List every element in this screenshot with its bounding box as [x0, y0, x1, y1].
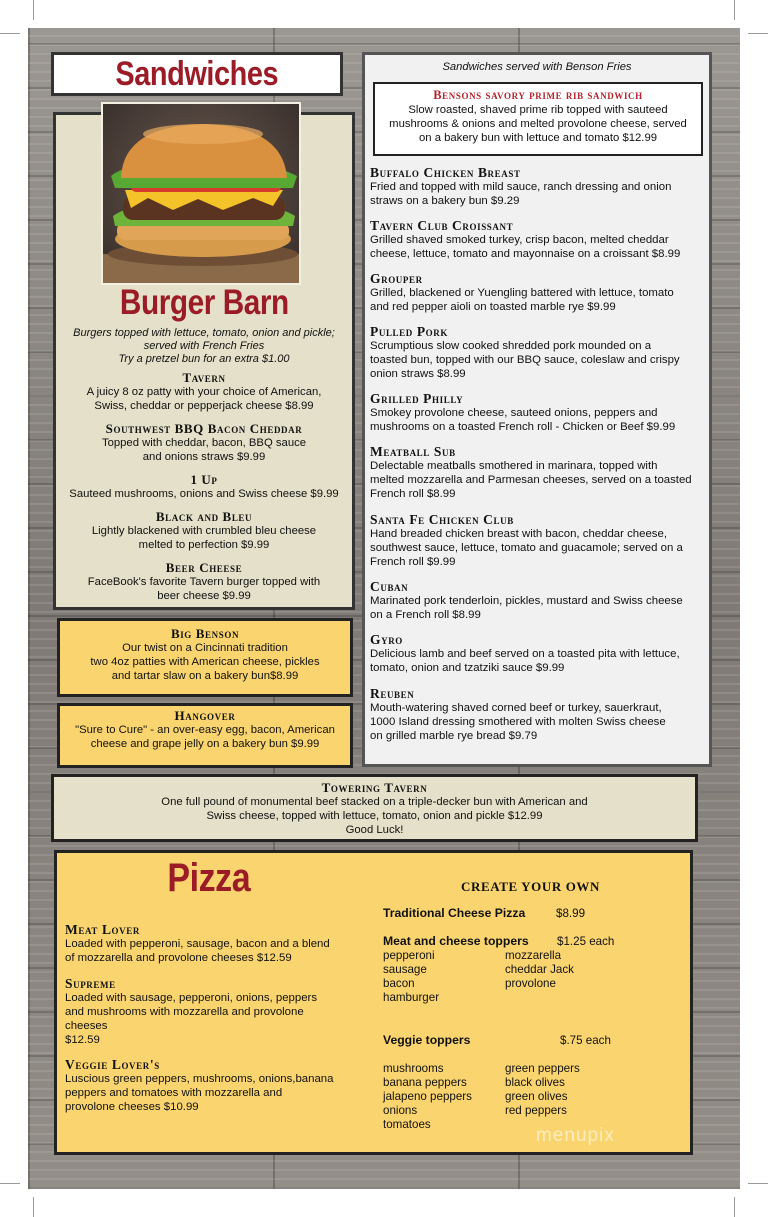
veggie-toppers-col2: [505, 1062, 580, 1118]
item-desc: Smokey provolone cheese, sauteed onions, peppers and: [370, 407, 658, 419]
item-desc: Loaded with sausage, pepperoni, onions, peppers: [65, 992, 318, 1004]
item-desc: French roll $8.99: [370, 488, 456, 500]
burger-barn-intro: [60, 327, 348, 366]
item-desc: Grilled shaved smoked turkey, crisp bacon, melted cheddar: [370, 234, 669, 246]
item-desc: Luscious green peppers, mushrooms, onions,banana: [65, 1073, 334, 1085]
item-desc: and tartar slaw on a bakery bun$8.99: [111, 670, 299, 682]
served-note: Sandwiches served with Benson Fries: [442, 61, 632, 73]
burger-item-1up: [58, 472, 350, 501]
item-desc: $12.59: [65, 1034, 100, 1046]
crop-mark: [0, 33, 20, 34]
item-name: Tavern: [182, 370, 226, 385]
item-desc: two 4oz patties with American cheese, pickles: [90, 656, 320, 668]
pizza-item-supreme: [65, 976, 365, 1047]
pizza-title: Pizza: [167, 856, 251, 900]
item-desc: on grilled marble rye bread $9.79: [370, 730, 538, 742]
burger-item-tavern: [58, 370, 350, 413]
item-name: Meatball Sub: [370, 444, 456, 459]
item-desc: Topped with cheddar, bacon, BBQ sauce: [101, 437, 307, 449]
burger-item-beer-cheese: [58, 560, 350, 603]
burger-barn-title: Burger Barn: [119, 283, 289, 322]
item-desc: Grilled, blackened or Yuengling battered with lettuce, tomato: [370, 287, 674, 299]
item-name: Supreme: [65, 976, 116, 991]
sandwich-item-grouper: [370, 271, 706, 314]
topper: cheddar Jack: [505, 963, 574, 976]
create-your-own-title: CREATE YOUR OWN: [461, 879, 601, 894]
item-name: Grouper: [370, 271, 423, 286]
topper: green peppers: [505, 1062, 580, 1075]
item-desc: Swiss cheese, topped with lettuce, tomato, onion and pickle $12.99: [206, 810, 543, 822]
item-desc: onion straws $8.99: [370, 368, 466, 380]
item-desc: FaceBook's favorite Tavern burger topped with: [87, 576, 321, 588]
base-pizza-label: Traditional Cheese Pizza: [383, 906, 526, 920]
item-name: Santa Fe Chicken Club: [370, 512, 514, 527]
item-desc: Sauteed mushrooms, onions and Swiss cheese $9.99: [69, 488, 339, 500]
item-desc: Our twist on a Cincinnati tradition: [122, 642, 288, 654]
item-desc: melted to perfection $9.99: [138, 539, 270, 551]
crop-mark: [734, 0, 735, 20]
item-desc: toasted bun, topped with our BBQ sauce, coleslaw and crispy: [370, 354, 680, 366]
crop-mark: [748, 1183, 768, 1184]
sandwich-item-gyro: [370, 632, 706, 675]
item-desc: provolone cheeses $10.99: [65, 1101, 199, 1113]
topper: provolone: [505, 977, 556, 990]
item-desc: cheese, lettuce, tomato and mayonnaise on a croissant $8.99: [370, 248, 681, 260]
item-desc: Hand breaded chicken breast with bacon, cheddar cheese,: [370, 528, 667, 540]
item-desc: Fried and topped with mild sauce, ranch dressing and onion: [370, 181, 672, 193]
veggie-toppers-label: Veggie toppers: [383, 1033, 471, 1047]
topper: bacon: [383, 977, 415, 990]
item-desc: Loaded with pepperoni, sausage, bacon and a blend: [65, 938, 330, 950]
crop-mark: [33, 0, 34, 20]
item-desc: straws on a bakery bun $9.29: [370, 195, 520, 207]
item-name: Southwest BBQ Bacon Cheddar: [105, 421, 303, 436]
burger-photo: [101, 102, 301, 285]
item-desc: tomato, onion and tzatziki sauce $9.99: [370, 662, 565, 674]
veggie-toppers-price: $.75 each: [560, 1034, 611, 1047]
featured-prime-rib: [376, 88, 700, 145]
pizza-item-veggie-lover: [65, 1057, 365, 1114]
topper: tomatoes: [383, 1118, 431, 1131]
topper: banana peppers: [383, 1076, 467, 1089]
sandwiches-title: Sandwiches: [115, 54, 279, 93]
item-name: Tavern Club Croissant: [370, 218, 514, 233]
item-name: Big Benson: [170, 626, 240, 641]
sandwich-item-pulled-pork: [370, 324, 706, 381]
pizza-title-wrap: [160, 856, 260, 901]
sandwich-item-philly: [370, 391, 706, 434]
item-desc: Lightly blackened with crumbled bleu cheese: [91, 525, 317, 537]
item-desc: 1000 Island dressing smothered with molten Swiss cheese: [370, 716, 666, 728]
sandwiches-title-box: [51, 52, 343, 96]
crop-mark: [0, 1183, 20, 1184]
item-name: Veggie Lover's: [65, 1057, 160, 1072]
meat-toppers-label: Meat and cheese toppers: [383, 934, 529, 948]
topper: pepperoni: [383, 949, 435, 962]
item-desc: peppers and tomatoes with mozzarella and: [65, 1087, 283, 1099]
burger-illustration: [103, 104, 301, 285]
item-desc: Scrumptious slow cooked shredded pork mounded on a: [370, 340, 652, 352]
item-name: Cuban: [370, 579, 409, 594]
item-name: Towering Tavern: [321, 780, 428, 795]
item-desc: Delectable meatballs smothered in marinara, topped with: [370, 460, 658, 472]
towering-tavern-item: [56, 780, 693, 837]
item-desc: Delicious lamb and beef served on a toasted pita with lettuce,: [370, 648, 680, 660]
item-name: Buffalo Chicken Breast: [370, 165, 521, 180]
intro-line: Try a pretzel bun for an extra $1.00: [118, 353, 290, 365]
item-desc: Swiss, cheddar or pepperjack cheese $8.99: [94, 400, 314, 412]
topper: mushrooms: [383, 1062, 444, 1075]
hangover-item: [60, 708, 350, 751]
item-desc: beer cheese $9.99: [157, 590, 251, 602]
base-pizza-price: $8.99: [556, 907, 586, 920]
item-desc: on a bakery bun with lettuce and tomato $12.99: [418, 132, 658, 144]
item-desc: cheese and grape jelly on a bakery bun $9.99: [90, 738, 320, 750]
topper: jalapeno peppers: [383, 1090, 472, 1103]
item-desc: Marinated pork tenderloin, pickles, mustard and Swiss cheese: [370, 595, 683, 607]
crop-mark: [734, 1197, 735, 1217]
burger-barn-title-wrap: [53, 283, 355, 323]
intro-line: served with French Fries: [143, 340, 265, 352]
item-name: Black and Bleu: [155, 509, 253, 524]
item-desc: mushrooms & onions and melted provolone cheese, served: [389, 118, 687, 130]
meat-toppers-price: $1.25 each: [557, 935, 615, 948]
item-desc: French roll $9.99: [370, 556, 456, 568]
item-name: Grilled Philly: [370, 391, 464, 406]
menupix-watermark: menupix: [536, 1125, 615, 1146]
item-desc: "Sure to Cure" - an over-easy egg, bacon, American: [75, 724, 335, 736]
item-name: Bensons savory prime rib sandwich: [433, 88, 643, 102]
item-desc: Good Luck!: [345, 824, 404, 836]
item-desc: and mushrooms with mozzarella and provolone: [65, 1006, 304, 1018]
burger-item-southwest: [58, 421, 350, 464]
item-desc: Mouth-watering shaved corned beef or turkey, sauerkraut,: [370, 702, 662, 714]
meat-toppers-col1: [383, 949, 439, 1005]
veggie-toppers-col1: [383, 1062, 472, 1132]
item-name: Beer Cheese: [165, 560, 243, 575]
item-desc: melted mozzarella and Parmesan cheeses, served on a toasted: [370, 474, 692, 486]
item-desc: One full pound of monumental beef stacked on a triple-decker bun with American and: [161, 796, 588, 808]
intro-line: Burgers topped with lettuce, tomato, onion and pickle;: [73, 327, 335, 339]
meat-toppers-col2: [505, 949, 574, 991]
topper: green olives: [505, 1090, 568, 1103]
item-desc: mushrooms on a toasted French roll - Chicken or Beef $9.99: [370, 421, 676, 433]
topper: red peppers: [505, 1104, 567, 1117]
item-desc: of mozzarella and provolone cheeses $12.59: [65, 952, 292, 964]
sandwich-item-santa-fe: [370, 512, 706, 569]
sandwich-item-reuben: [370, 686, 706, 743]
item-name: Pulled Pork: [370, 324, 448, 339]
big-benson-item: [60, 626, 350, 683]
topper: onions: [383, 1104, 418, 1117]
item-name: Hangover: [174, 708, 236, 723]
item-desc: cheeses: [65, 1020, 108, 1032]
sandwich-item-croissant: [370, 218, 706, 261]
item-desc: on a French roll $8.99: [370, 609, 481, 621]
item-desc: southwest sauce, lettuce, tomato and guacamole; served on a: [370, 542, 683, 554]
topper: sausage: [383, 963, 427, 976]
topper: mozzarella: [505, 949, 562, 962]
burger-item-black-bleu: [58, 509, 350, 552]
sandwich-item-buffalo: [370, 165, 706, 208]
item-name: Reuben: [370, 686, 415, 701]
item-name: 1 Up: [190, 472, 218, 487]
topper: black olives: [505, 1076, 565, 1089]
item-desc: and onions straws $9.99: [142, 451, 266, 463]
crop-mark: [33, 1197, 34, 1217]
sandwich-item-meatball: [370, 444, 706, 501]
item-desc: Slow roasted, shaved prime rib topped with sauteed: [408, 104, 668, 116]
topper: hamburger: [383, 991, 440, 1004]
item-desc: and red pepper aioli on toasted marble rye $9.99: [370, 301, 616, 313]
crop-mark: [748, 33, 768, 34]
sandwich-item-cuban: [370, 579, 706, 622]
item-name: Meat Lover: [65, 922, 140, 937]
pizza-item-meat-lover: [65, 922, 365, 965]
item-name: Gyro: [370, 632, 403, 647]
item-desc: A juicy 8 oz patty with your choice of American,: [86, 386, 322, 398]
